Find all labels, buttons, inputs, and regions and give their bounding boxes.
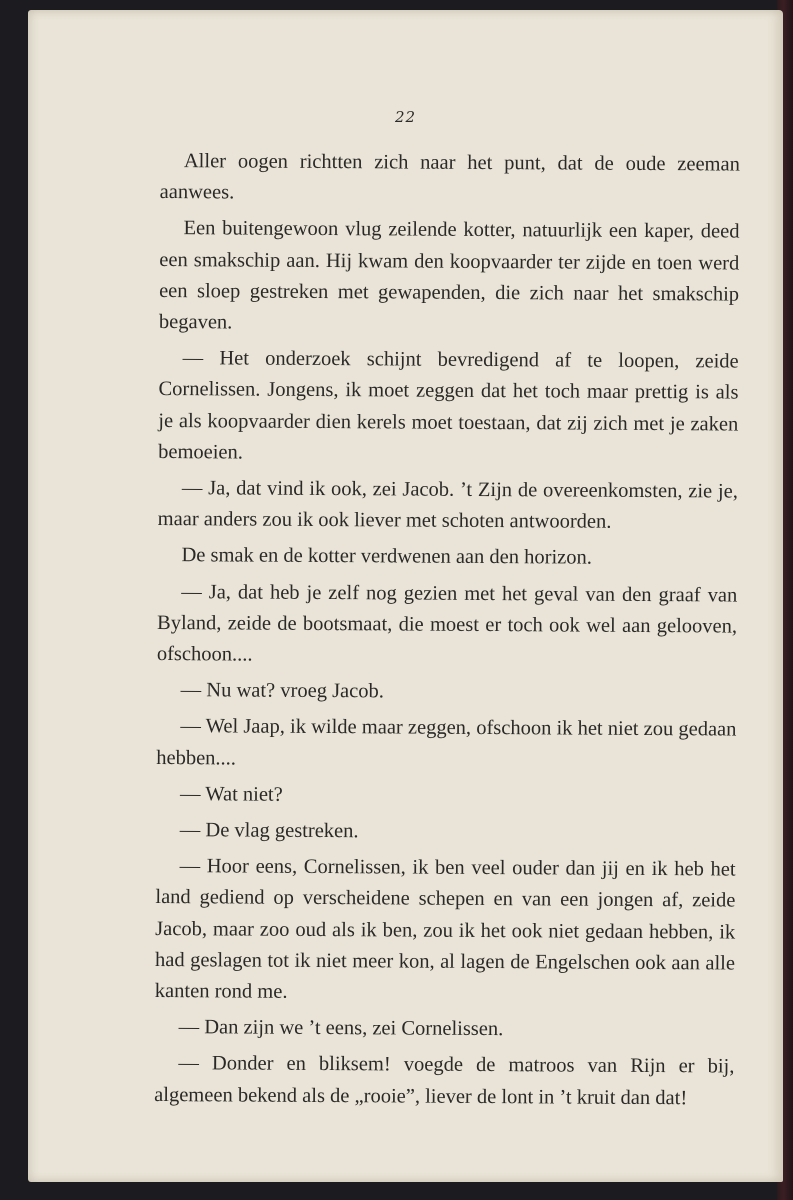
paragraph: — Hoor eens, Cornelissen, ik ben veel ouder dan jij en ik heb het land gediend op verscheidene schepen en van een jongen af, zeide Jacob, maar zoo oud als ik ben, zou ik het ook niet gedaan hebben, ik had geslagen tot ik niet meer kon, al lagen de Engelschen ook aan alle kanten rond me.: [154, 855, 736, 1003]
paragraph: — Ja, dat heb je zelf nog gezien met het geval van den graaf van Byland, zeide de bootsmaat, die moest er toch ook wel aan gelooven, ofschoon....: [156, 580, 738, 666]
paragraph: — Wel Jaap, ik wilde maar zeggen, ofschoon ik het niet zou gedaan hebben....: [156, 715, 737, 770]
paragraph: De smak en de kotter verdwenen aan den horizon.: [181, 544, 592, 570]
paragraph: — Dan zijn we ’t eens, zei Cornelissen.: [178, 1016, 504, 1041]
paragraph: — Nu wat? vroeg Jacob.: [180, 679, 384, 703]
paragraph: Aller oogen richtten zich naar het punt, dat de oude zeeman aanwees.: [159, 150, 740, 204]
paragraph: — Het onderzoek schijnt bevredigend af te loopen, zeide Cornelissen. Jongens, ik moet zeggen dat het toch maar prettig is als je als koopvaarder dien kerels moet toestaan, dat zij zich met je zaken bemoeien.: [158, 347, 739, 464]
book-page: [28, 10, 783, 1182]
paragraph: — Donder en bliksem! voegde de matroos van Rijn er bij, algemeen bekend als de „rooie”, liever de lont in ’t kruit dan dat!: [154, 1052, 735, 1109]
paragraph: — De vlag gestreken.: [179, 819, 359, 843]
body-text: [154, 146, 740, 1119]
paragraph: — Ja, dat vind ik ook, zei Jacob. ’t Zijn de overeenkomsten, zie je, maar anders zou ik ook liever met schoten antwoorden.: [157, 477, 738, 533]
paragraph: — Wat niet?: [179, 782, 283, 806]
page-number: 22: [394, 108, 417, 126]
paragraph: Een buitengewoon vlug zeilende kotter, natuurlijk een kaper, deed een smakschip aan. Hij kwam den koopvaarder ter zijde en toen werd een sloep gestreken met gewapenden, die zich naar het smakschip begaven.: [158, 217, 740, 334]
